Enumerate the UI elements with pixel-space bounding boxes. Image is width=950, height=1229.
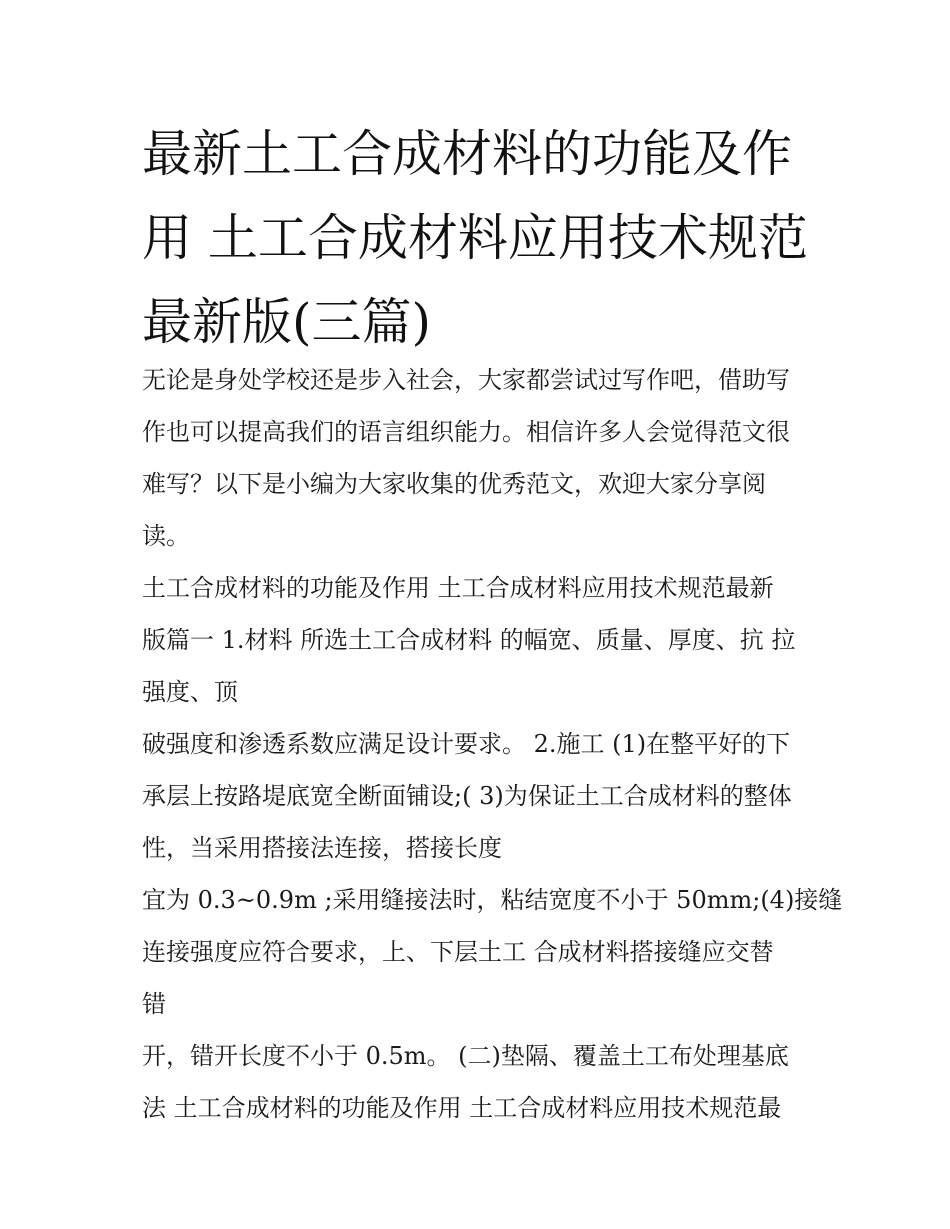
intro-paragraph [142, 354, 822, 562]
text-line: 破强度和渗透系数应满足设计要求。 2.施工 (1)在整平好的下 [142, 730, 791, 758]
text-line: 性，当采用搭接法连接，搭接长度 [142, 834, 502, 862]
text-line: 强度、顶 [142, 678, 238, 706]
section-one-paragraph [142, 562, 822, 718]
text-line: 错 [142, 990, 166, 1018]
text-line: 开，错开长度不小于 0.5m。 (二)垫隔、覆盖土工布处理基底 [142, 1042, 789, 1070]
stagger-paragraph [142, 1030, 822, 1134]
text-line: 版篇一 1.材料 所选土工合成材料 的幅宽、质量、厚度、抗 拉 [142, 626, 796, 654]
text-line: 宜为 0.3~0.9m ;采用缝接法时，粘结宽度不小于 50mm;(4)接缝 [142, 886, 843, 914]
overlap-paragraph [142, 874, 843, 1030]
text-line: 承层上按路堤底宽全断面铺设;( 3)为保证土工合成材料的整体 [142, 782, 792, 810]
title-line: 用 土工合成材料应用技术规范 [142, 209, 808, 267]
text-line: 土工合成材料的功能及作用 土工合成材料应用技术规范最新 [142, 574, 774, 602]
text-line: 法 土工合成材料的功能及作用 土工合成材料应用技术规范最 [142, 1094, 782, 1122]
text-line: 作也可以提高我们的语言组织能力。相信许多人会觉得范文很 [142, 418, 790, 446]
text-line: 难写？以下是小编为大家收集的优秀范文，欢迎大家分享阅 [142, 470, 766, 498]
title-line: 最新版(三篇) [142, 293, 432, 351]
text-line: 读。 [142, 522, 190, 550]
title-line: 最新土工合成材料的功能及作 [142, 125, 792, 183]
construction-paragraph [142, 718, 822, 874]
document-title [142, 112, 822, 364]
text-line: 无论是身处学校还是步入社会，大家都尝试过写作吧，借助写 [142, 366, 790, 394]
text-line: 连接强度应符合要求，上、下层土工 合成材料搭接缝应交替 [142, 938, 774, 966]
